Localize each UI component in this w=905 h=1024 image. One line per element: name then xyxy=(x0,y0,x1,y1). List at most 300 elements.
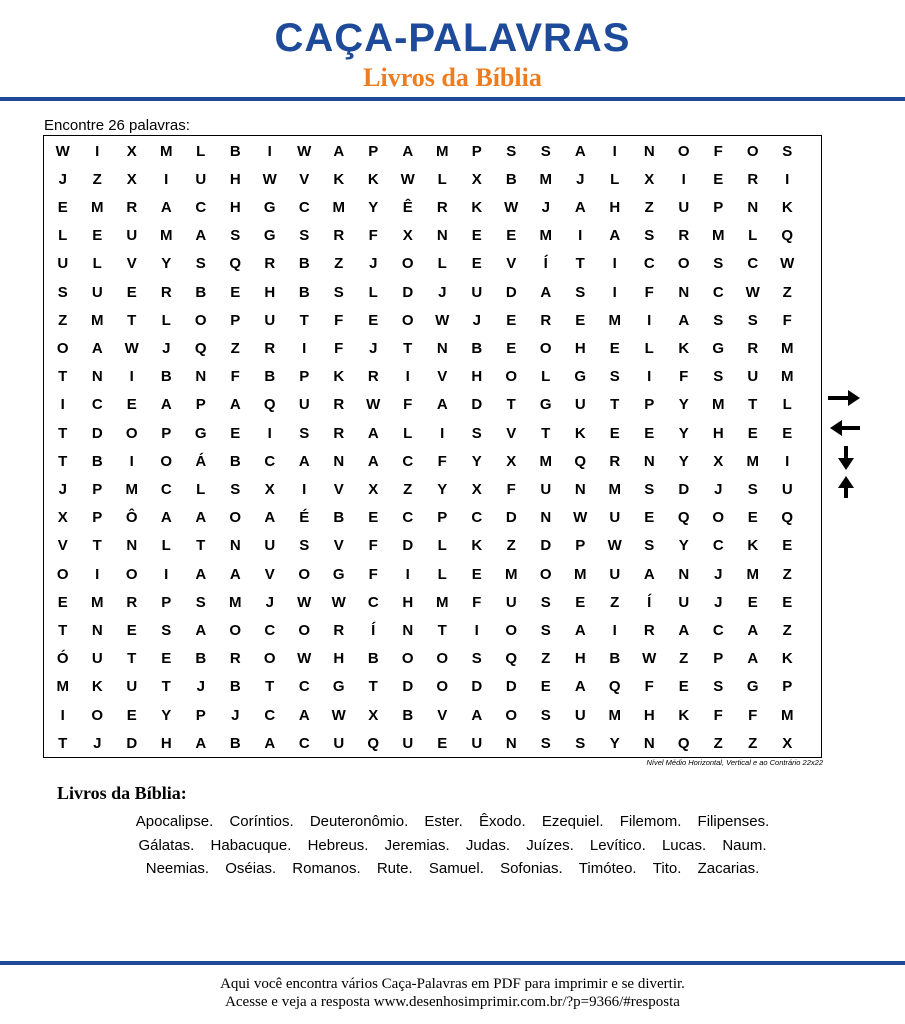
grid-letter[interactable]: P xyxy=(230,311,241,329)
grid-letter[interactable]: P xyxy=(92,509,103,527)
grid-letter[interactable]: J xyxy=(438,283,447,301)
grid-letter[interactable]: U xyxy=(298,396,310,414)
grid-letter[interactable]: S xyxy=(506,142,517,160)
grid-letter[interactable]: P xyxy=(713,650,724,668)
grid-letter[interactable]: Y xyxy=(471,452,482,470)
grid-letter[interactable]: L xyxy=(196,142,206,160)
grid-letter[interactable]: T xyxy=(299,311,309,329)
grid-letter[interactable]: I xyxy=(129,368,134,386)
grid-letter[interactable]: C xyxy=(264,706,276,724)
grid-letter[interactable]: U xyxy=(126,678,138,696)
grid-letter[interactable]: C xyxy=(747,255,759,273)
grid-letter[interactable]: L xyxy=(161,311,171,329)
grid-letter[interactable]: X xyxy=(644,170,655,188)
grid-letter[interactable]: O xyxy=(401,255,414,273)
grid-letter[interactable]: E xyxy=(126,621,137,639)
grid-letter[interactable]: M xyxy=(539,170,552,188)
grid-letter[interactable]: O xyxy=(436,678,449,696)
grid-letter[interactable]: M xyxy=(746,565,759,583)
grid-letter[interactable]: R xyxy=(747,170,759,188)
grid-letter[interactable]: N xyxy=(540,509,552,527)
grid-letter[interactable]: Z xyxy=(541,650,551,668)
grid-letter[interactable]: K xyxy=(333,170,345,188)
grid-letter[interactable]: B xyxy=(229,452,241,470)
grid-letter[interactable]: B xyxy=(402,706,414,724)
grid-letter[interactable]: S xyxy=(161,621,172,639)
grid-letter[interactable]: M xyxy=(608,480,621,498)
grid-letter[interactable]: S xyxy=(713,311,724,329)
grid-letter[interactable]: J xyxy=(714,565,723,583)
grid-letter[interactable]: G xyxy=(712,339,725,357)
grid-letter[interactable]: U xyxy=(57,255,69,273)
grid-letter[interactable]: V xyxy=(57,537,68,555)
grid-letter[interactable]: H xyxy=(333,650,345,668)
grid-letter[interactable]: C xyxy=(160,480,172,498)
grid-letter[interactable]: R xyxy=(264,339,276,357)
grid-letter[interactable]: O xyxy=(436,650,449,668)
grid-letter[interactable]: W xyxy=(124,339,139,357)
grid-letter[interactable]: R xyxy=(643,621,655,639)
grid-letter[interactable]: X xyxy=(471,170,482,188)
grid-letter[interactable]: I xyxy=(95,142,100,160)
grid-letter[interactable]: M xyxy=(781,368,794,386)
grid-letter[interactable]: D xyxy=(126,734,138,752)
grid-letter[interactable]: G xyxy=(746,678,759,696)
grid-letter[interactable]: N xyxy=(436,339,448,357)
grid-letter[interactable]: U xyxy=(333,734,345,752)
grid-letter[interactable]: R xyxy=(333,227,345,245)
grid-letter[interactable]: I xyxy=(267,424,272,442)
grid-letter[interactable]: E xyxy=(782,424,793,442)
grid-letter[interactable]: A xyxy=(609,227,621,245)
grid-letter[interactable]: X xyxy=(57,509,68,527)
grid-letter[interactable]: R xyxy=(229,650,241,668)
grid-letter[interactable]: E xyxy=(575,311,586,329)
grid-letter[interactable]: V xyxy=(437,368,448,386)
grid-letter[interactable]: W xyxy=(435,311,450,329)
grid-letter[interactable]: J xyxy=(472,311,481,329)
grid-letter[interactable]: L xyxy=(644,339,654,357)
grid-letter[interactable]: T xyxy=(127,650,137,668)
grid-letter[interactable]: Y xyxy=(678,452,689,470)
grid-letter[interactable]: P xyxy=(644,396,655,414)
grid-letter[interactable]: S xyxy=(540,734,551,752)
grid-letter[interactable]: L xyxy=(58,227,68,245)
grid-letter[interactable]: E xyxy=(368,509,379,527)
grid-letter[interactable]: C xyxy=(298,678,310,696)
grid-letter[interactable]: B xyxy=(195,650,207,668)
grid-letter[interactable]: D xyxy=(505,283,517,301)
grid-letter[interactable]: Y xyxy=(678,424,689,442)
grid-letter[interactable]: B xyxy=(609,650,621,668)
grid-letter[interactable]: O xyxy=(160,452,173,470)
grid-letter[interactable]: J xyxy=(162,339,171,357)
grid-letter[interactable]: Ô xyxy=(125,509,138,527)
grid-letter[interactable]: E xyxy=(713,170,724,188)
grid-letter[interactable]: U xyxy=(402,734,414,752)
grid-letter[interactable]: I xyxy=(647,368,652,386)
grid-letter[interactable]: M xyxy=(608,311,621,329)
grid-letter[interactable]: M xyxy=(539,227,552,245)
grid-letter[interactable]: R xyxy=(678,227,690,245)
grid-letter[interactable]: S xyxy=(575,283,586,301)
grid-letter[interactable]: T xyxy=(265,678,275,696)
grid-letter[interactable]: J xyxy=(576,170,585,188)
grid-letter[interactable]: F xyxy=(644,283,654,301)
grid-letter[interactable]: H xyxy=(609,198,621,216)
grid-letter[interactable]: P xyxy=(195,396,206,414)
grid-letter[interactable]: W xyxy=(366,396,381,414)
grid-letter[interactable]: C xyxy=(402,509,414,527)
grid-letter[interactable]: S xyxy=(713,368,724,386)
grid-letter[interactable]: T xyxy=(58,734,68,752)
grid-letter[interactable]: S xyxy=(782,142,793,160)
grid-letter[interactable]: A xyxy=(367,424,379,442)
grid-letter[interactable]: G xyxy=(332,565,345,583)
grid-letter[interactable]: G xyxy=(574,368,587,386)
grid-letter[interactable]: T xyxy=(161,678,171,696)
grid-letter[interactable]: O xyxy=(505,368,518,386)
grid-letter[interactable]: C xyxy=(298,734,310,752)
grid-letter[interactable]: C xyxy=(471,509,483,527)
grid-letter[interactable]: R xyxy=(333,621,345,639)
grid-letter[interactable]: M xyxy=(539,452,552,470)
grid-letter[interactable]: R xyxy=(333,424,345,442)
grid-letter[interactable]: Q xyxy=(677,734,690,752)
grid-letter[interactable]: M xyxy=(91,311,104,329)
grid-letter[interactable]: W xyxy=(331,593,346,611)
grid-letter[interactable]: L xyxy=(437,565,447,583)
grid-letter[interactable]: E xyxy=(506,339,517,357)
grid-letter[interactable]: X xyxy=(713,452,724,470)
grid-letter[interactable]: R xyxy=(126,593,138,611)
grid-letter[interactable]: J xyxy=(196,678,205,696)
grid-letter[interactable]: Z xyxy=(403,480,413,498)
grid-letter[interactable]: T xyxy=(748,396,758,414)
grid-letter[interactable]: R xyxy=(609,452,621,470)
grid-letter[interactable]: A xyxy=(333,142,345,160)
grid-letter[interactable]: P xyxy=(782,678,793,696)
grid-letter[interactable]: U xyxy=(471,734,483,752)
grid-letter[interactable]: U xyxy=(574,396,586,414)
grid-letter[interactable]: H xyxy=(712,424,724,442)
grid-letter[interactable]: S xyxy=(644,537,655,555)
grid-letter[interactable]: U xyxy=(91,283,103,301)
grid-letter[interactable]: U xyxy=(91,650,103,668)
grid-letter[interactable]: T xyxy=(541,424,551,442)
grid-letter[interactable]: M xyxy=(229,593,242,611)
grid-letter[interactable]: J xyxy=(265,593,274,611)
grid-letter[interactable]: A xyxy=(574,678,586,696)
grid-letter[interactable]: T xyxy=(437,621,447,639)
grid-letter[interactable]: A xyxy=(402,142,414,160)
grid-letter[interactable]: E xyxy=(747,509,758,527)
grid-letter[interactable]: E xyxy=(644,509,655,527)
grid-letter[interactable]: O xyxy=(298,621,311,639)
grid-letter[interactable]: L xyxy=(541,368,551,386)
grid-letter[interactable]: Q xyxy=(781,509,794,527)
grid-letter[interactable]: A xyxy=(540,283,552,301)
grid-letter[interactable]: Z xyxy=(713,734,723,752)
grid-letter[interactable]: A xyxy=(195,565,207,583)
grid-letter[interactable]: U xyxy=(781,480,793,498)
grid-letter[interactable]: A xyxy=(160,396,172,414)
grid-letter[interactable]: L xyxy=(437,537,447,555)
grid-letter[interactable]: B xyxy=(160,368,172,386)
grid-letter[interactable]: K xyxy=(471,537,483,555)
grid-letter[interactable]: E xyxy=(437,734,448,752)
grid-letter[interactable]: S xyxy=(540,593,551,611)
grid-letter[interactable]: H xyxy=(574,650,586,668)
grid-letter[interactable]: S xyxy=(195,255,206,273)
grid-letter[interactable]: T xyxy=(368,678,378,696)
grid-letter[interactable]: E xyxy=(747,424,758,442)
grid-letter[interactable]: O xyxy=(298,565,311,583)
grid-letter[interactable]: B xyxy=(229,142,241,160)
grid-letter[interactable]: C xyxy=(195,198,207,216)
grid-letter[interactable]: O xyxy=(539,565,552,583)
grid-letter[interactable]: Y xyxy=(678,537,689,555)
grid-letter[interactable]: Y xyxy=(161,255,172,273)
grid-letter[interactable]: E xyxy=(57,593,68,611)
grid-letter[interactable]: T xyxy=(127,311,137,329)
grid-letter[interactable]: O xyxy=(56,565,69,583)
grid-letter[interactable]: S xyxy=(540,142,551,160)
grid-letter[interactable]: C xyxy=(712,537,724,555)
grid-letter[interactable]: S xyxy=(230,227,241,245)
grid-letter[interactable]: E xyxy=(126,706,137,724)
grid-letter[interactable]: W xyxy=(607,537,622,555)
grid-letter[interactable]: K xyxy=(781,198,793,216)
grid-letter[interactable]: U xyxy=(540,480,552,498)
grid-letter[interactable]: F xyxy=(472,593,482,611)
grid-letter[interactable]: K xyxy=(678,706,690,724)
grid-letter[interactable]: Q xyxy=(608,678,621,696)
grid-letter[interactable]: L xyxy=(437,170,447,188)
grid-letter[interactable]: X xyxy=(782,734,793,752)
grid-letter[interactable]: S xyxy=(644,480,655,498)
grid-letter[interactable]: N xyxy=(91,368,103,386)
grid-letter[interactable]: T xyxy=(58,424,68,442)
grid-letter[interactable]: D xyxy=(678,480,690,498)
grid-letter[interactable]: N xyxy=(126,537,138,555)
grid-letter[interactable]: M xyxy=(746,452,759,470)
grid-letter[interactable]: E xyxy=(678,678,689,696)
grid-letter[interactable]: B xyxy=(471,339,483,357)
grid-letter[interactable]: Q xyxy=(194,339,207,357)
grid-letter[interactable]: I xyxy=(267,142,272,160)
grid-letter[interactable]: X xyxy=(264,480,275,498)
grid-letter[interactable]: A xyxy=(264,734,276,752)
grid-letter[interactable]: F xyxy=(368,565,378,583)
grid-letter[interactable]: I xyxy=(129,452,134,470)
grid-letter[interactable]: O xyxy=(401,650,414,668)
grid-letter[interactable]: N xyxy=(402,621,414,639)
grid-letter[interactable]: U xyxy=(264,537,276,555)
grid-letter[interactable]: N xyxy=(643,734,655,752)
grid-letter[interactable]: C xyxy=(264,621,276,639)
grid-letter[interactable]: D xyxy=(471,678,483,696)
grid-letter[interactable]: W xyxy=(55,142,70,160)
grid-letter[interactable]: T xyxy=(58,621,68,639)
grid-letter[interactable]: S xyxy=(230,480,241,498)
grid-letter[interactable]: R xyxy=(126,198,138,216)
grid-letter[interactable]: G xyxy=(194,424,207,442)
grid-letter[interactable]: R xyxy=(160,283,172,301)
grid-letter[interactable]: J xyxy=(369,255,378,273)
grid-letter[interactable]: I xyxy=(60,396,65,414)
grid-letter[interactable]: E xyxy=(126,396,137,414)
grid-letter[interactable]: U xyxy=(678,198,690,216)
grid-letter[interactable]: W xyxy=(297,593,312,611)
grid-letter[interactable]: C xyxy=(367,593,379,611)
grid-letter[interactable]: B xyxy=(264,368,276,386)
grid-letter[interactable]: I xyxy=(405,368,410,386)
grid-letter[interactable]: N xyxy=(574,480,586,498)
grid-letter[interactable]: P xyxy=(161,593,172,611)
grid-letter[interactable]: O xyxy=(91,706,104,724)
grid-letter[interactable]: A xyxy=(195,734,207,752)
grid-letter[interactable]: Q xyxy=(677,509,690,527)
grid-letter[interactable]: Q xyxy=(574,452,587,470)
grid-letter[interactable]: A xyxy=(195,621,207,639)
grid-letter[interactable]: Y xyxy=(609,734,620,752)
grid-letter[interactable]: F xyxy=(644,678,654,696)
grid-letter[interactable]: J xyxy=(93,734,102,752)
grid-letter[interactable]: C xyxy=(643,255,655,273)
grid-letter[interactable]: P xyxy=(437,509,448,527)
grid-letter[interactable]: H xyxy=(402,593,414,611)
grid-letter[interactable]: V xyxy=(126,255,137,273)
grid-letter[interactable]: F xyxy=(403,396,413,414)
grid-letter[interactable]: S xyxy=(471,650,482,668)
grid-letter[interactable]: I xyxy=(302,480,307,498)
grid-letter[interactable]: V xyxy=(299,170,310,188)
grid-letter[interactable]: N xyxy=(229,537,241,555)
grid-letter[interactable]: O xyxy=(539,339,552,357)
grid-letter[interactable]: O xyxy=(677,142,690,160)
grid-letter[interactable]: N xyxy=(678,565,690,583)
grid-letter[interactable]: A xyxy=(643,565,655,583)
grid-letter[interactable]: E xyxy=(747,593,758,611)
grid-letter[interactable]: B xyxy=(229,678,241,696)
grid-letter[interactable]: Q xyxy=(229,255,242,273)
grid-letter[interactable]: K xyxy=(747,537,759,555)
grid-letter[interactable]: A xyxy=(229,396,241,414)
grid-letter[interactable]: U xyxy=(609,509,621,527)
grid-letter[interactable]: M xyxy=(712,227,725,245)
grid-letter[interactable]: A xyxy=(195,509,207,527)
grid-letter[interactable]: Ê xyxy=(402,198,413,216)
grid-letter[interactable]: S xyxy=(540,621,551,639)
grid-letter[interactable]: M xyxy=(505,565,518,583)
grid-letter[interactable]: M xyxy=(56,678,69,696)
grid-letter[interactable]: É xyxy=(299,509,310,527)
grid-letter[interactable]: Z xyxy=(782,621,792,639)
grid-letter[interactable]: I xyxy=(474,621,479,639)
grid-letter[interactable]: A xyxy=(229,565,241,583)
grid-letter[interactable]: X xyxy=(471,480,482,498)
grid-letter[interactable]: L xyxy=(368,283,378,301)
grid-letter[interactable]: O xyxy=(505,706,518,724)
grid-letter[interactable]: G xyxy=(263,227,276,245)
grid-letter[interactable]: O xyxy=(746,142,759,160)
grid-letter[interactable]: Z xyxy=(679,650,689,668)
grid-letter[interactable]: V xyxy=(264,565,275,583)
grid-letter[interactable]: Z xyxy=(58,311,68,329)
grid-letter[interactable]: D xyxy=(540,537,552,555)
grid-letter[interactable]: U xyxy=(264,311,276,329)
grid-letter[interactable]: F xyxy=(713,706,723,724)
grid-letter[interactable]: T xyxy=(610,396,620,414)
grid-letter[interactable]: A xyxy=(678,621,690,639)
grid-letter[interactable]: M xyxy=(125,480,138,498)
grid-letter[interactable]: S xyxy=(540,706,551,724)
grid-letter[interactable]: I xyxy=(612,621,617,639)
grid-letter[interactable]: I xyxy=(302,339,307,357)
grid-letter[interactable]: S xyxy=(713,678,724,696)
grid-letter[interactable]: B xyxy=(298,283,310,301)
grid-letter[interactable]: E xyxy=(57,198,68,216)
grid-letter[interactable]: S xyxy=(299,227,310,245)
grid-letter[interactable]: J xyxy=(541,198,550,216)
grid-letter[interactable]: Í xyxy=(647,593,652,611)
grid-letter[interactable]: I xyxy=(60,706,65,724)
grid-letter[interactable]: N xyxy=(333,452,345,470)
grid-letter[interactable]: O xyxy=(401,311,414,329)
grid-letter[interactable]: Q xyxy=(505,650,518,668)
grid-letter[interactable]: E xyxy=(782,593,793,611)
grid-letter[interactable]: I xyxy=(95,565,100,583)
grid-letter[interactable]: Q xyxy=(263,396,276,414)
grid-letter[interactable]: B xyxy=(298,255,310,273)
grid-letter[interactable]: C xyxy=(298,198,310,216)
grid-letter[interactable]: C xyxy=(712,283,724,301)
grid-letter[interactable]: E xyxy=(609,339,620,357)
grid-letter[interactable]: A xyxy=(574,198,586,216)
grid-letter[interactable]: D xyxy=(471,396,483,414)
grid-letter[interactable]: D xyxy=(402,678,414,696)
grid-letter[interactable]: O xyxy=(194,311,207,329)
grid-letter[interactable]: H xyxy=(574,339,586,357)
grid-letter[interactable]: L xyxy=(92,255,102,273)
grid-letter[interactable]: X xyxy=(126,142,137,160)
grid-letter[interactable]: D xyxy=(402,283,414,301)
grid-letter[interactable]: A xyxy=(195,227,207,245)
grid-letter[interactable]: Y xyxy=(437,480,448,498)
grid-letter[interactable]: S xyxy=(575,734,586,752)
grid-letter[interactable]: S xyxy=(57,283,68,301)
grid-letter[interactable]: G xyxy=(539,396,552,414)
grid-letter[interactable]: N xyxy=(195,368,207,386)
grid-letter[interactable]: O xyxy=(263,650,276,668)
grid-letter[interactable]: E xyxy=(575,593,586,611)
grid-letter[interactable]: N xyxy=(505,734,517,752)
grid-letter[interactable]: O xyxy=(229,509,242,527)
grid-letter[interactable]: E xyxy=(506,227,517,245)
grid-letter[interactable]: R xyxy=(747,339,759,357)
grid-letter[interactable]: F xyxy=(506,480,516,498)
grid-letter[interactable]: F xyxy=(748,706,758,724)
grid-letter[interactable]: N xyxy=(678,283,690,301)
grid-letter[interactable]: P xyxy=(92,480,103,498)
grid-letter[interactable]: E xyxy=(368,311,379,329)
grid-letter[interactable]: U xyxy=(609,565,621,583)
grid-letter[interactable]: O xyxy=(125,565,138,583)
grid-letter[interactable]: L xyxy=(437,255,447,273)
grid-letter[interactable]: E xyxy=(471,565,482,583)
grid-letter[interactable]: M xyxy=(781,706,794,724)
